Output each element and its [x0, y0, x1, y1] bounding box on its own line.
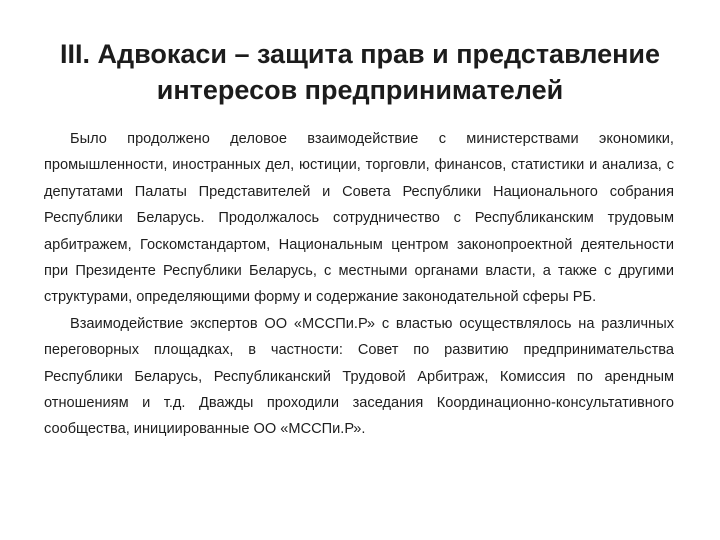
- body-paragraph-2: Взаимодействие экспертов ОО «МССПи.Р» с властью осуществлялось на различных переговорных площадках, в частности: Совет по развитию предпринимательства Республики Беларусь, Республиканский Трудовой Арбитраж, Комиссия по арендным отношениям и т.д. Дважды проходили заседания Координационно-консультативного сообщества, инициированные ОО «МССПи.Р».: [44, 315, 674, 438]
- slide-body: [44, 126, 674, 443]
- body-paragraph-1: Было продолжено деловое взаимодействие с министерствами экономики, промышленности, иностранных дел, юстиции, торговли, финансов, статистики и анализа, с депутатами Палаты Представителей и Совета Республики Национального собрания Республики Беларусь. Продолжалось сотрудничество с Республиканским трудовым арбитражем, Госкомстандартом, Национальным центром законопроектной деятельности при Президенте Республики Беларусь, с местными органами власти, а также с другими структурами, определяющими форму и содержание законодательной сферы РБ.: [44, 131, 674, 306]
- slide-title: III. Адвокаси – защита прав и представление интересов предпринимателей: [59, 39, 661, 105]
